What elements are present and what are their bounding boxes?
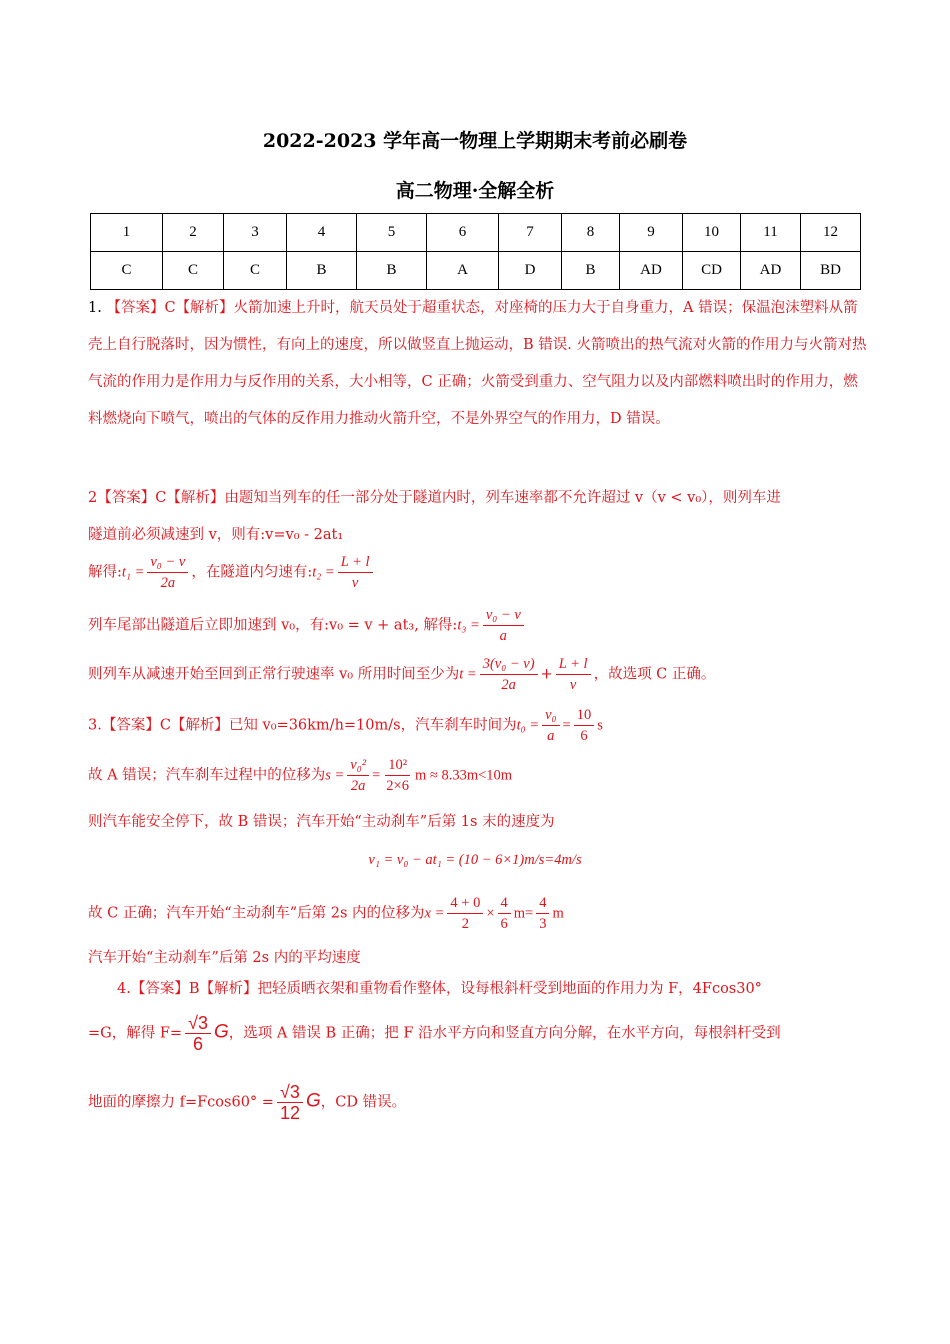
q2-line2: 隧道前必须减速到 v，则有:v=v₀ - 2at₁: [88, 527, 344, 543]
q2-conclusion: ，故选项 C 正确。: [593, 666, 716, 683]
f2-fraction: [277, 1082, 303, 1123]
q2-solve-line: [88, 552, 868, 593]
x-denominator-1: 2: [461, 916, 469, 932]
answer-cell: B: [287, 252, 357, 290]
question-number: 1: [91, 214, 163, 252]
t-numerator-2: L + l: [556, 654, 591, 675]
x-fraction-1: [447, 893, 483, 934]
t2-fraction: [338, 552, 373, 593]
t2-denominator: v: [351, 575, 359, 591]
x-lhs: x =: [424, 905, 445, 922]
question-number: 2: [163, 214, 224, 252]
answer-cell: CD: [683, 252, 741, 290]
total-text: 则列车从减速开始至回到正常行驶速率 v₀ 所用时间至少为: [88, 666, 460, 683]
s-value-fraction: [383, 755, 412, 796]
q3-line5: 汽车开始“主动刹车”后第 2s 内的平均速度: [88, 950, 361, 966]
x-fraction-3: [536, 893, 549, 934]
q4-result-text: =G，解得 F=: [88, 1025, 183, 1042]
f-numerator: √3: [185, 1013, 211, 1034]
times-sign: ×: [486, 905, 495, 922]
q3-line2: [88, 755, 868, 796]
question-number: 6: [427, 214, 499, 252]
tunnel-text: ，在隧道内匀速有:: [191, 564, 313, 581]
q4-friction-text: 地面的摩擦力 f=Fcos60° =: [88, 1094, 274, 1111]
t1-numerator: v₀ − v: [147, 552, 188, 573]
q4-line1: 4.【答案】B【解析】把轻质晒衣架和重物看作整体，设每根斜杆受到地面的作用力为 F，4Fcos30°: [117, 981, 762, 997]
t3-fraction: [483, 605, 524, 646]
x-denominator-2: 6: [500, 916, 508, 932]
answer-cell: C: [163, 252, 224, 290]
solve-label: 解得:: [88, 564, 122, 581]
f-denominator: 6: [193, 1034, 204, 1054]
plus-sign: +: [540, 666, 553, 683]
x-numerator-3: 4: [536, 893, 549, 914]
s-denominator: 2a: [350, 778, 366, 794]
t1-denominator: 2a: [160, 575, 176, 591]
q3-line4: [88, 893, 868, 934]
s-numerator: v₀²: [347, 755, 369, 776]
t2-lhs: t₂ =: [312, 564, 335, 581]
q1-text: 【答案】C【解析】火箭加速上升时，航天员处于超重状态，对座椅的压力大于自身重力，A 错误；保温泡沫塑料从箭壳上自行脱落时，因为惯性，有向上的速度，所以做竖直上抛运动，B 错误. 火箭喷出的热气流对火箭的作用力与火箭对热气流的作用力是作用力与反作用的关系，大小相等，C 正确；火箭受到重力、空气阻力以及内部燃料喷出时的作用力，燃料燃烧向下喷气，喷出的气体的反作用力推动火箭升空，不是外界空气的作用力，D 错误。: [88, 300, 867, 427]
answer-cell: C: [91, 252, 163, 290]
t3-denominator: a: [499, 628, 507, 644]
t0-value-denominator: 6: [580, 728, 588, 744]
answer-cell: AD: [741, 252, 801, 290]
q3-intro: 3.【答案】C【解析】已知 v₀=36km/h=10m/s，汽车刹车时间为: [88, 717, 517, 734]
x-numerator-1: 4 + 0: [447, 893, 483, 914]
s-result: m ≈ 8.33m<10m: [414, 767, 513, 784]
t1-fraction: [147, 552, 188, 593]
t1-lhs: t₁ =: [121, 564, 145, 581]
x-denominator-3: 3: [539, 916, 547, 932]
s-value-numerator: 10²: [385, 755, 410, 776]
question-number: 5: [357, 214, 427, 252]
q4-line2: [88, 1013, 868, 1054]
t-fraction-2: [556, 654, 591, 695]
q2-total-line: [88, 654, 868, 695]
q2-accel-line: [88, 605, 868, 646]
question-number: 9: [620, 214, 683, 252]
accel-text: 列车尾部出隧道后立即加速到 v₀，有:v₀ = v + at₃, 解得:: [88, 617, 458, 634]
q1-explanation: [88, 290, 868, 438]
answer-cell: B: [357, 252, 427, 290]
answer-cell: AD: [620, 252, 683, 290]
q3-line1: [88, 705, 868, 746]
page-subtitle: 高二物理·全解全析: [395, 180, 555, 202]
question-number: 3: [224, 214, 287, 252]
answer-cell: BD: [801, 252, 861, 290]
question-number-row: [91, 214, 861, 252]
answer-cell: D: [499, 252, 562, 290]
question-number: 7: [499, 214, 562, 252]
t0-numerator: v₀: [542, 705, 559, 726]
question-number: 12: [801, 214, 861, 252]
question-number: 11: [741, 214, 801, 252]
x-numerator-2: 4: [498, 893, 511, 914]
t3-lhs: t₃ =: [457, 617, 480, 634]
answer-cell: C: [224, 252, 287, 290]
t-numerator-1: 3(v₀ − v): [480, 654, 538, 675]
question-number: 4: [287, 214, 357, 252]
x-fraction-2: [498, 893, 511, 934]
q3-displacement-text: 故 A 错误；汽车刹车过程中的位移为: [88, 767, 326, 784]
answer-cell: A: [427, 252, 499, 290]
f2-denominator: 12: [279, 1103, 300, 1123]
g-symbol: G: [213, 1021, 229, 1043]
s-lhs: s =: [325, 767, 345, 784]
t0-fraction: [542, 705, 559, 746]
s-value-denominator: 2×6: [386, 778, 409, 794]
question-number: 8: [562, 214, 620, 252]
q3-line3: 则汽车能安全停下，故 B 错误；汽车开始“主动刹车”后第 1s 末的速度为: [88, 814, 555, 830]
f2-numerator: √3: [277, 1082, 303, 1103]
q4-conclusion: ，CD 错误。: [320, 1094, 407, 1111]
s-fraction: [347, 755, 369, 796]
t0-denominator: a: [547, 728, 555, 744]
t0-value-numerator: 10: [574, 705, 595, 726]
page-title: 2022-2023 学年高一物理上学期期末考前必刷卷: [262, 130, 688, 152]
q1-number: 1.: [88, 300, 102, 316]
f-fraction: [185, 1013, 211, 1054]
equals-sign: =: [372, 767, 381, 784]
t-fraction-1: [480, 654, 538, 695]
t0-lhs: t₀ =: [516, 717, 540, 734]
x-unit: m: [552, 905, 564, 922]
q4-line3: [88, 1082, 868, 1123]
t0-value-fraction: [574, 705, 595, 746]
answer-cell: B: [562, 252, 620, 290]
t-denominator-1: 2a: [501, 677, 516, 693]
t3-numerator: v₀ − v: [483, 605, 524, 626]
unit-seconds: s: [597, 717, 603, 734]
t-lhs: t =: [459, 666, 477, 683]
g-symbol: G: [305, 1090, 321, 1112]
question-number: 10: [683, 214, 741, 252]
q3-v1-equation: v₁ = v₀ − at₁ = (10 − 6×1)m/s=4m/s: [368, 852, 582, 868]
answer-row: [91, 252, 861, 290]
q4-decompose-text: ，选项 A 错误 B 正确；把 F 沿水平方向和竖直方向分解，在水平方向，每根斜杆受到: [228, 1025, 781, 1042]
t-denominator-2: v: [569, 677, 577, 693]
answer-table: [90, 213, 861, 290]
equals-sign: =: [562, 717, 571, 734]
t2-numerator: L + l: [338, 552, 373, 573]
x-mid: m=: [513, 905, 534, 922]
q3-second-displacement-text: 故 C 正确；汽车开始“主动刹车”后第 2s 内的位移为: [88, 905, 425, 922]
q2-line1: 2【答案】C【解析】由题知当列车的任一部分处于隧道内时，列车速率都不允许超过 v（v < v₀），则列车进: [88, 490, 781, 506]
